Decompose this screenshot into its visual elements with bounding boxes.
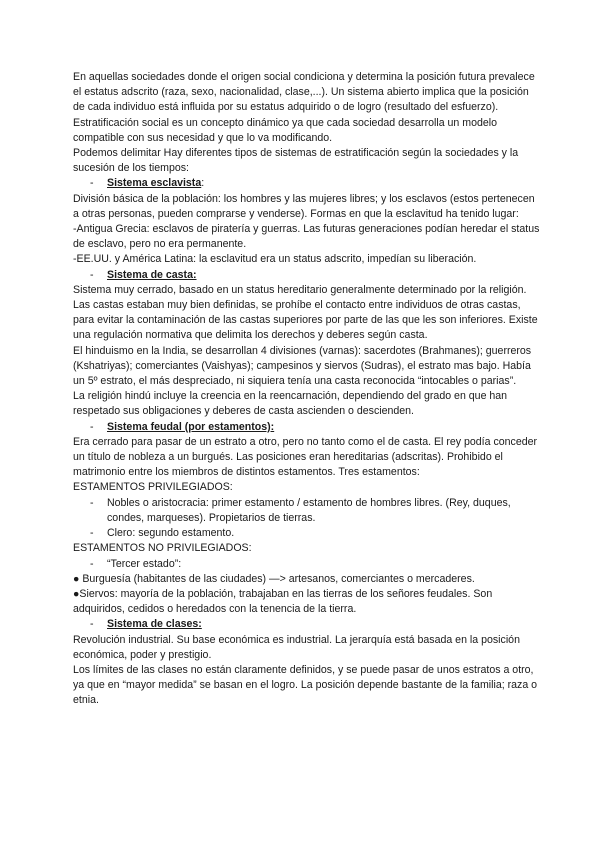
intro-paragraph: En aquellas sociedades donde el origen social condiciona y determina la posición futura prevalece el estatus adscrito (raza, sexo, nacionalidad, clase,...). Un sistema abierto implica que la posición de cada individuo está influida por su estatus adquirido o de logro (resultado del esfuerzo).: [73, 71, 535, 114]
list-item-text: “Tercer estado”:: [107, 557, 182, 570]
feudal-privileged-title: ESTAMENTOS PRIVILEGIADOS:: [73, 481, 233, 494]
intro-paragraph: Estratificación social es un concepto dinámico ya que cada sociedad desarrolla un modelo compatible con sus necesidad y que lo va modificando.: [73, 116, 497, 144]
list-dash: -: [90, 557, 94, 570]
heading-sistema-feudal: [73, 420, 543, 435]
heading-title: Sistema feudal (por estamentos):: [107, 420, 275, 433]
bullet-item: ● Burguesía (habitantes de las ciudades) —> artesanos, comerciantes o mercaderes.: [73, 572, 475, 585]
list-item-text: Clero: segundo estamento.: [107, 527, 235, 540]
feudal-non-privileged-title: ESTAMENTOS NO PRIVILEGIADOS:: [73, 542, 252, 555]
list-item: [73, 526, 543, 541]
list-dash: -: [90, 527, 94, 540]
clases-paragraph: Los límites de las clases no están claramente definidos, y se puede pasar de unos estratos a otro, ya que en “mayor medida” se basan en el logro. La posición depende bastante de la familia; raza o etnia.: [73, 663, 538, 707]
heading-title: Sistema esclavista: [107, 177, 202, 190]
heading-sistema-casta: [73, 268, 543, 283]
heading-title: Sistema de casta:: [107, 268, 197, 281]
esclavista-paragraph: -Antigua Grecia: esclavos de piratería y guerras. Las futuras generaciones podían heredar el status de esclavo, pero no era permanente.: [73, 223, 540, 251]
casta-paragraph: Las castas estaban muy bien definidas, se prohíbe el contacto entre individuos de otras castas, para evitar la contaminación de las castas superiores por parte de las que les son inferiores. Existe una regulación normativa que delimita los derechos y deberes según casta.: [73, 299, 538, 342]
heading-dash: -: [90, 268, 94, 281]
casta-paragraph: Sistema muy cerrado, basado en un status hereditario generalmente determinado por la religión.: [73, 283, 527, 296]
list-item: [73, 496, 543, 526]
esclavista-paragraph: División básica de la población: los hombres y las mujeres libres; y los esclavos (estos pertenecen a otras personas, pueden comprarse y venderse). Formas en que la esclavitud ha tenido lugar:: [73, 192, 535, 220]
heading-sistema-esclavista: [73, 176, 543, 191]
heading-dash: -: [90, 420, 94, 433]
esclavista-paragraph: -EE.UU. y América Latina: la esclavitud era un status adscrito, impedían su liberación.: [73, 253, 477, 266]
heading-suffix: :: [201, 177, 205, 190]
list-item-text: Nobles o aristocracia: primer estamento / estamento de hombres libres. (Rey, duques, condes, marqueses). Propietarios de tierras.: [107, 496, 511, 524]
list-dash: -: [90, 496, 94, 509]
heading-dash: -: [90, 177, 94, 190]
heading-title: Sistema de clases:: [107, 618, 202, 631]
heading-dash: -: [90, 618, 94, 631]
intro-paragraph: Podemos delimitar Hay diferentes tipos de sistemas de estratificación según la sociedades y la sucesión de los tiempos:: [73, 147, 519, 175]
document-body: [73, 70, 543, 709]
heading-sistema-clases: [73, 617, 543, 632]
casta-paragraph: El hinduismo en la India, se desarrollan 4 divisiones (varnas): sacerdotes (Brahmanes); guerreros (Kshatriyas); comerciantes (Vaishyas); campesinos y siervos (Sudras), el estrato mas bajo. Había un 5º estrato, el más despreciado, ni siquiera tenía una casta reconocida “intocables o parias”.: [73, 344, 532, 388]
feudal-paragraph: Era cerrado para pasar de un estrato a otro, pero no tanto como el de casta. El rey podía conceder un título de nobleza a un burgués. Las posiciones eran hereditarias (adscritas). Prohibido el matrimonio entre los miembros de distintos estamentos. Tres estamentos:: [73, 435, 538, 479]
clases-paragraph: Revolución industrial. Su base económica es industrial. La jerarquía está basada en la posición económica, poder y prestigio.: [73, 633, 520, 661]
bullet-item: ●Siervos: mayoría de la población, trabajaban en las tierras de los señores feudales. Son adquiridos, cedidos o heredados con la tenencia de la tierra.: [73, 587, 493, 616]
list-item: [73, 557, 543, 572]
casta-paragraph: La religión hindú incluye la creencia en la reencarnación, dependiendo del grado en que han respetado sus obligaciones y deberes de casta ascienden o descienden.: [73, 390, 508, 418]
